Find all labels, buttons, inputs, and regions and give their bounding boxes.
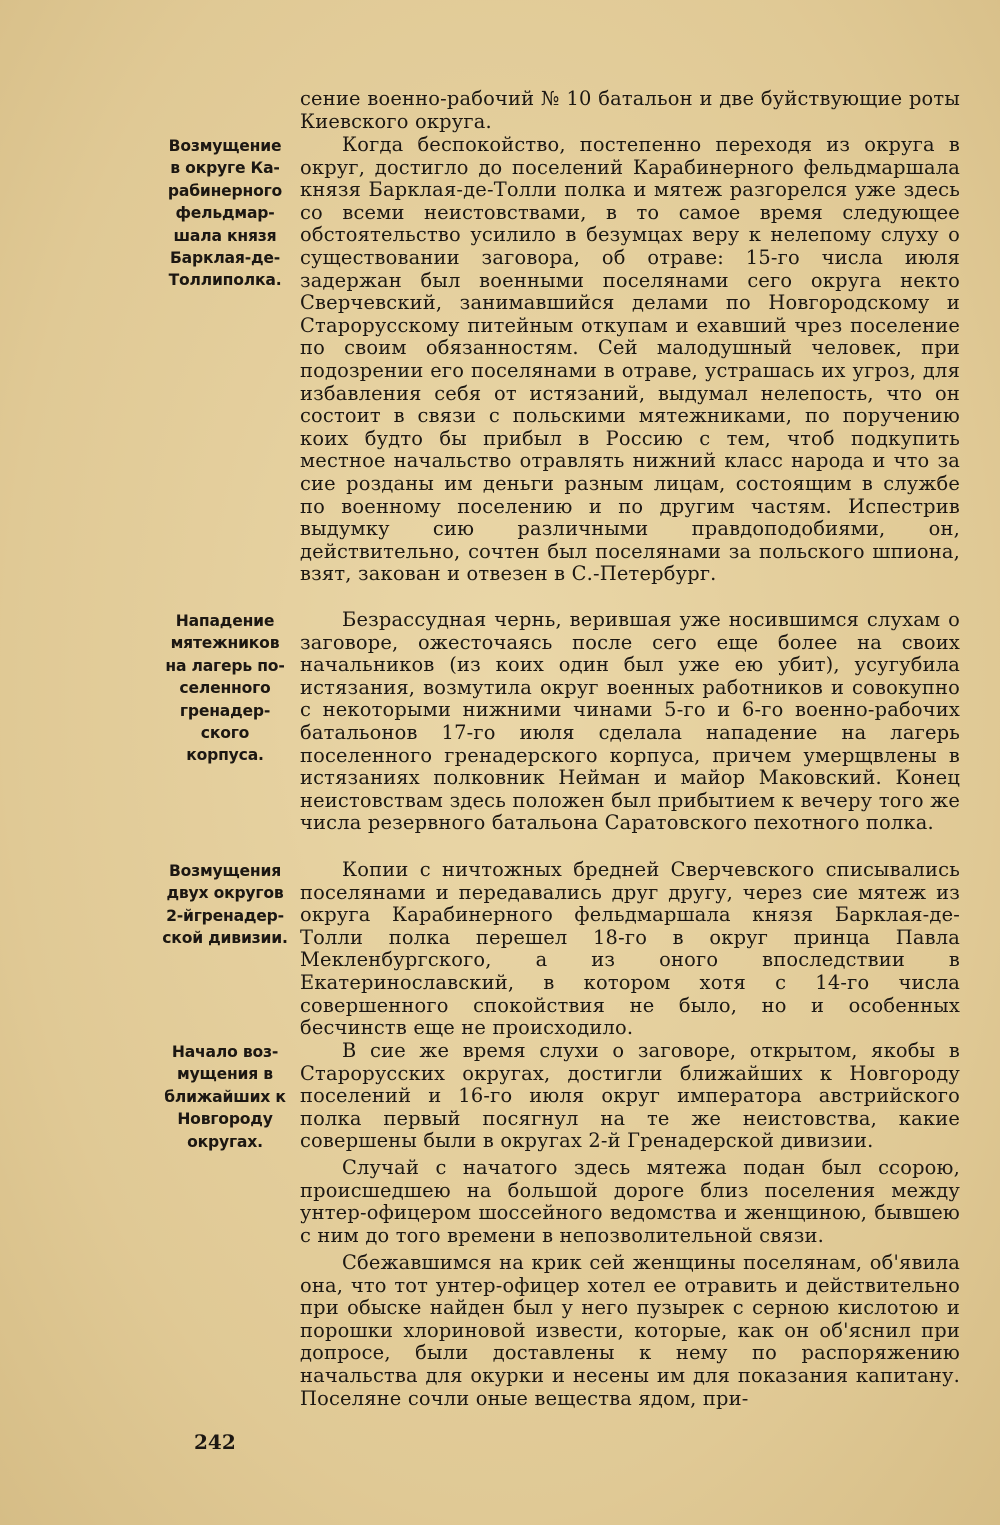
body-paragraph-1 — [300, 88, 960, 133]
body-paragraph-5 — [300, 1040, 960, 1153]
paragraph-quarrel: Случай с начатого здесь мятежа подан был ссорою, происшедшею на большой дороге близ поселения между унтер-офицером шоссейного ведомства и женщиною, бывшею с ним до того времени в непозволительной связи. — [300, 1156, 960, 1247]
paragraph-copies: Копии с ничтожных бредней Сверчевского списывались поселянами и передавались друг другу, через сие мятеж из округа Карабинерного фельдмаршала князя Барклая-де-Толли полка перешел 18-го в округ принца Павла Мекленбургского, а из оного впоследствии в Екатеринославский, в котором хотя с 14-го числа совершенного спокойствия не было, но и особенных бесчинств еще не происходило. — [300, 858, 960, 1040]
paragraph-continuation: сение военно-рабочий № 10 батальон и две буйствующие роты Киевского округа. — [300, 87, 960, 133]
margin-note-carabinier: Возмущение в округе Ка- рабинерного фельдмар- шала князя Барклая-де- Толлиполка. — [167, 137, 283, 290]
body-paragraph-4 — [300, 859, 960, 1040]
margin-note-grenadier-camp: Нападение мятежников на лагерь по- селенного гренадер- ского корпуса. — [165, 612, 285, 765]
body-paragraph-3 — [300, 609, 960, 835]
paragraph-woman-cry: Сбежавшимся на крик сей женщины поселянам, об'явила она, что тот унтер-офицер хотел ее отравить и действительно при обыске найден был у него пузырек с серною кислотою и порошки хлориновой извести, которые, как он об'яснил при допросе, были доставлены к нему по распоряжению начальства для окурки и несены им для показания капитану. Поселяне сочли оные вещества ядом, при- — [300, 1251, 960, 1410]
page-number: 242 — [194, 1430, 236, 1454]
paragraph-sverchevsky: Когда беспокойство, постепенно переходя из округа в округ, достигло до поселений Карабинерного фельдмаршала князя Барклая-де-Толли полка и мятеж разгорелся уже здесь со всеми неистовствами, в то самое время следующее обстоятельство усилило в безумцах веру к нелепому слуху о существовании заговора, об отраве: 15-го числа июля задержан был военными поселянами сего округа некто Сверчевский, занимавшийся делами по Новгородскому и Старорусскому питейным откупам и ехавший чрез поселение по своим обязанностям. Сей малодушный человек, при подозрении его поселянами в отраве, устрашась их угроз, для избавления себя от истязаний, выдумал нелепость, что он состоит в связи с польскими мятежниками, по поручению коих будто бы прибыл в Россию с тем, чтоб подкупить местное начальство отравлять нижний класс народа и что за сие розданы им деньги разным лицам, состоящим в службе по военному поселению и по другим частям. Испестрив выдумку сию различными правдоподобиями, он, действительно, сочтен был поселянами за польского шпиона, взят, закован и отвезен в С.-Петербург. — [300, 133, 960, 586]
body-paragraph-7 — [300, 1252, 960, 1410]
body-paragraph-2 — [300, 134, 960, 586]
paragraph-grenadier-camp: Безрассудная чернь, верившая уже носившимся слухам о заговоре, ожесточаясь после сего еще более на своих начальников (из коих один был уже ею убит), усугубила истязания, возмутила округ военных работников и совокупно с некоторыми нижними чинами 5-го и 6-го военно-рабочих батальонов 17-го июля сделала нападение на лагерь поселенного гренадерского корпуса, причем умерщвлены в истязаниях полковник Нейман и майор Маковский. Конец неистовствам здесь положен был прибытием к вечеру того же числа резервного батальона Саратовского пехотного полка. — [300, 608, 960, 835]
margin-note-novgorod: Начало воз- мущения в ближайших к Новгороду округах. — [164, 1043, 286, 1151]
body-paragraph-6 — [300, 1157, 960, 1247]
margin-note-two-districts: Возмущения двух округов 2-йгренадер- ской дивизии. — [162, 862, 288, 948]
paragraph-rumors: В сие же время слухи о заговоре, открытом, якобы в Старорусских округах, достигли ближайших к Новгороду поселений и 16-го июля округ императора австрийского полка первый посягнул на те же неистовства, какие совершены были в округах 2-й Гренадерской дивизии. — [300, 1039, 960, 1153]
